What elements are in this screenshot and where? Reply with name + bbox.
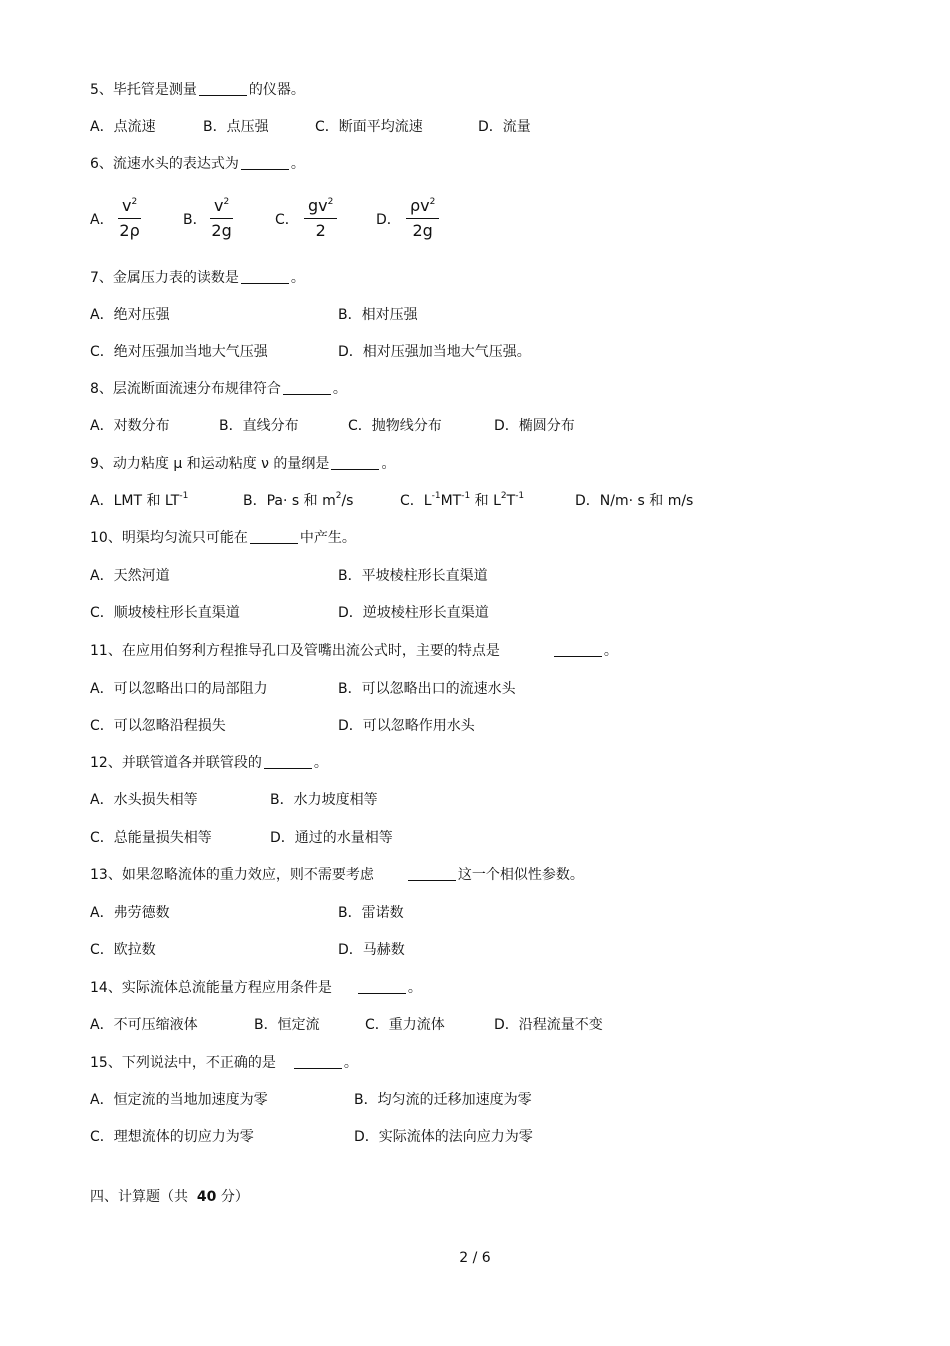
q6-option-a-letter: A． (90, 212, 114, 228)
q5-option-b: B．点压强 (203, 119, 269, 135)
answer-blank (241, 155, 289, 170)
q5-option-c: C．断面平均流速 (315, 119, 423, 135)
q12-option-c: C．总能量损失相等 (90, 830, 212, 846)
section-heading-calculation: 四、计算题（共 40 分） (90, 1189, 249, 1205)
question-11-stem: 11、在应用伯努利方程推导孔口及管嘴出流公式时，主要的特点是 。 (90, 643, 618, 659)
question-12-stem: 12、并联管道各并联管段的 。 (90, 755, 328, 771)
q5-option-d: D．流量 (478, 119, 531, 135)
q9-option-a: A．LMT 和 $LT^{-1}$ (90, 491, 189, 509)
q6-option-c-letter: C． (275, 212, 299, 228)
answer-blank (331, 455, 379, 470)
q7-option-c: C．绝对压强加当地大气压强 (90, 344, 268, 360)
answer-blank (294, 1054, 342, 1069)
q13-option-b: B．雷诺数 (338, 905, 404, 921)
question-10-stem: 10、明渠均匀流只可能在 中产生。 (90, 530, 356, 546)
answer-blank (554, 642, 602, 657)
q6-option-c-formula: $\frac{gv^2}{2}$ (304, 196, 337, 241)
q10-option-b: B．平坡棱柱形长直渠道 (338, 568, 488, 584)
q11-option-b: B．可以忽略出口的流速水头 (338, 681, 516, 697)
q15-option-b: B．均匀流的迁移加速度为零 (354, 1092, 532, 1108)
question-9-stem: 9、动力粘度 μ 和运动粘度 ν 的量纲是 。 (90, 456, 396, 472)
q6-option-b-formula: $\frac{v^2}{2g}$ (211, 196, 232, 240)
question-6-stem: 6、流速水头的表达式为 。 (90, 156, 305, 172)
question-13-stem: 13、如果忽略流体的重力效应，则不需要考虑 这一个相似性参数。 (90, 867, 584, 883)
answer-blank (250, 529, 298, 544)
question-5-stem: 5、毕托管是测量 的仪器。 (90, 82, 305, 98)
q9-option-c: C．$L^{-1}MT^{-1}$ 和 $L^2T^{-1}$ (400, 491, 525, 509)
q14-option-d: D．沿程流量不变 (494, 1017, 603, 1033)
q14-option-a: A．不可压缩液体 (90, 1017, 198, 1033)
q7-option-b: B．相对压强 (338, 307, 418, 323)
answer-blank (408, 866, 456, 881)
q7-option-a: A．绝对压强 (90, 307, 170, 323)
q13-option-a: A．弗劳德数 (90, 905, 170, 921)
q11-option-a: A．可以忽略出口的局部阻力 (90, 681, 268, 697)
q13-option-d: D．马赫数 (338, 942, 405, 958)
question-8-stem: 8、层流断面流速分布规律符合 。 (90, 381, 347, 397)
answer-blank (358, 979, 406, 994)
q15-option-d: D．实际流体的法向应力为零 (354, 1129, 533, 1145)
q6-option-d-formula: $\frac{\rho v^2}{2g}$ (406, 196, 439, 241)
q5-option-a: A．点流速 (90, 119, 156, 135)
answer-blank (199, 81, 247, 96)
q8-option-a: A．对数分布 (90, 418, 170, 434)
q11-option-c: C．可以忽略沿程损失 (90, 718, 226, 734)
answer-blank (283, 380, 331, 395)
q12-option-d: D．通过的水量相等 (270, 830, 393, 846)
q12-option-b: B．水力坡度相等 (270, 792, 378, 808)
q6-option-a-formula: $\frac{v^2}{2\rho}$ (119, 196, 140, 240)
q8-option-d: D．椭圆分布 (494, 418, 575, 434)
q15-option-a: A．恒定流的当地加速度为零 (90, 1092, 268, 1108)
q10-option-a: A．天然河道 (90, 568, 170, 584)
question-15-stem: 15、下列说法中，不正确的是 。 (90, 1055, 358, 1071)
q6-option-d-letter: D． (376, 212, 401, 228)
q7-option-d: D．相对压强加当地大气压强。 (338, 344, 531, 360)
question-14-stem: 14、实际流体总流能量方程应用条件是 。 (90, 980, 422, 996)
q13-option-c: C．欧拉数 (90, 942, 156, 958)
q9-option-b: B．Pa· s 和 $m^2/s$ (243, 491, 354, 509)
question-7-stem: 7、金属压力表的读数是 。 (90, 270, 305, 286)
answer-blank (241, 269, 289, 284)
q6-option-b-letter: B． (183, 212, 207, 228)
q10-option-d: D．逆坡棱柱形长直渠道 (338, 605, 489, 621)
q14-option-b: B．恒定流 (254, 1017, 320, 1033)
answer-blank (264, 754, 312, 769)
q9-option-d: D．N/m· s 和 m/s (575, 493, 694, 509)
q8-option-c: C．抛物线分布 (348, 418, 442, 434)
q14-option-c: C．重力流体 (365, 1017, 445, 1033)
q10-option-c: C．顺坡棱柱形长直渠道 (90, 605, 240, 621)
page-number: 2 / 6 (459, 1250, 491, 1266)
q12-option-a: A．水头损失相等 (90, 792, 198, 808)
q11-option-d: D．可以忽略作用水头 (338, 718, 475, 734)
q8-option-b: B．直线分布 (219, 418, 299, 434)
q15-option-c: C．理想流体的切应力为零 (90, 1129, 254, 1145)
